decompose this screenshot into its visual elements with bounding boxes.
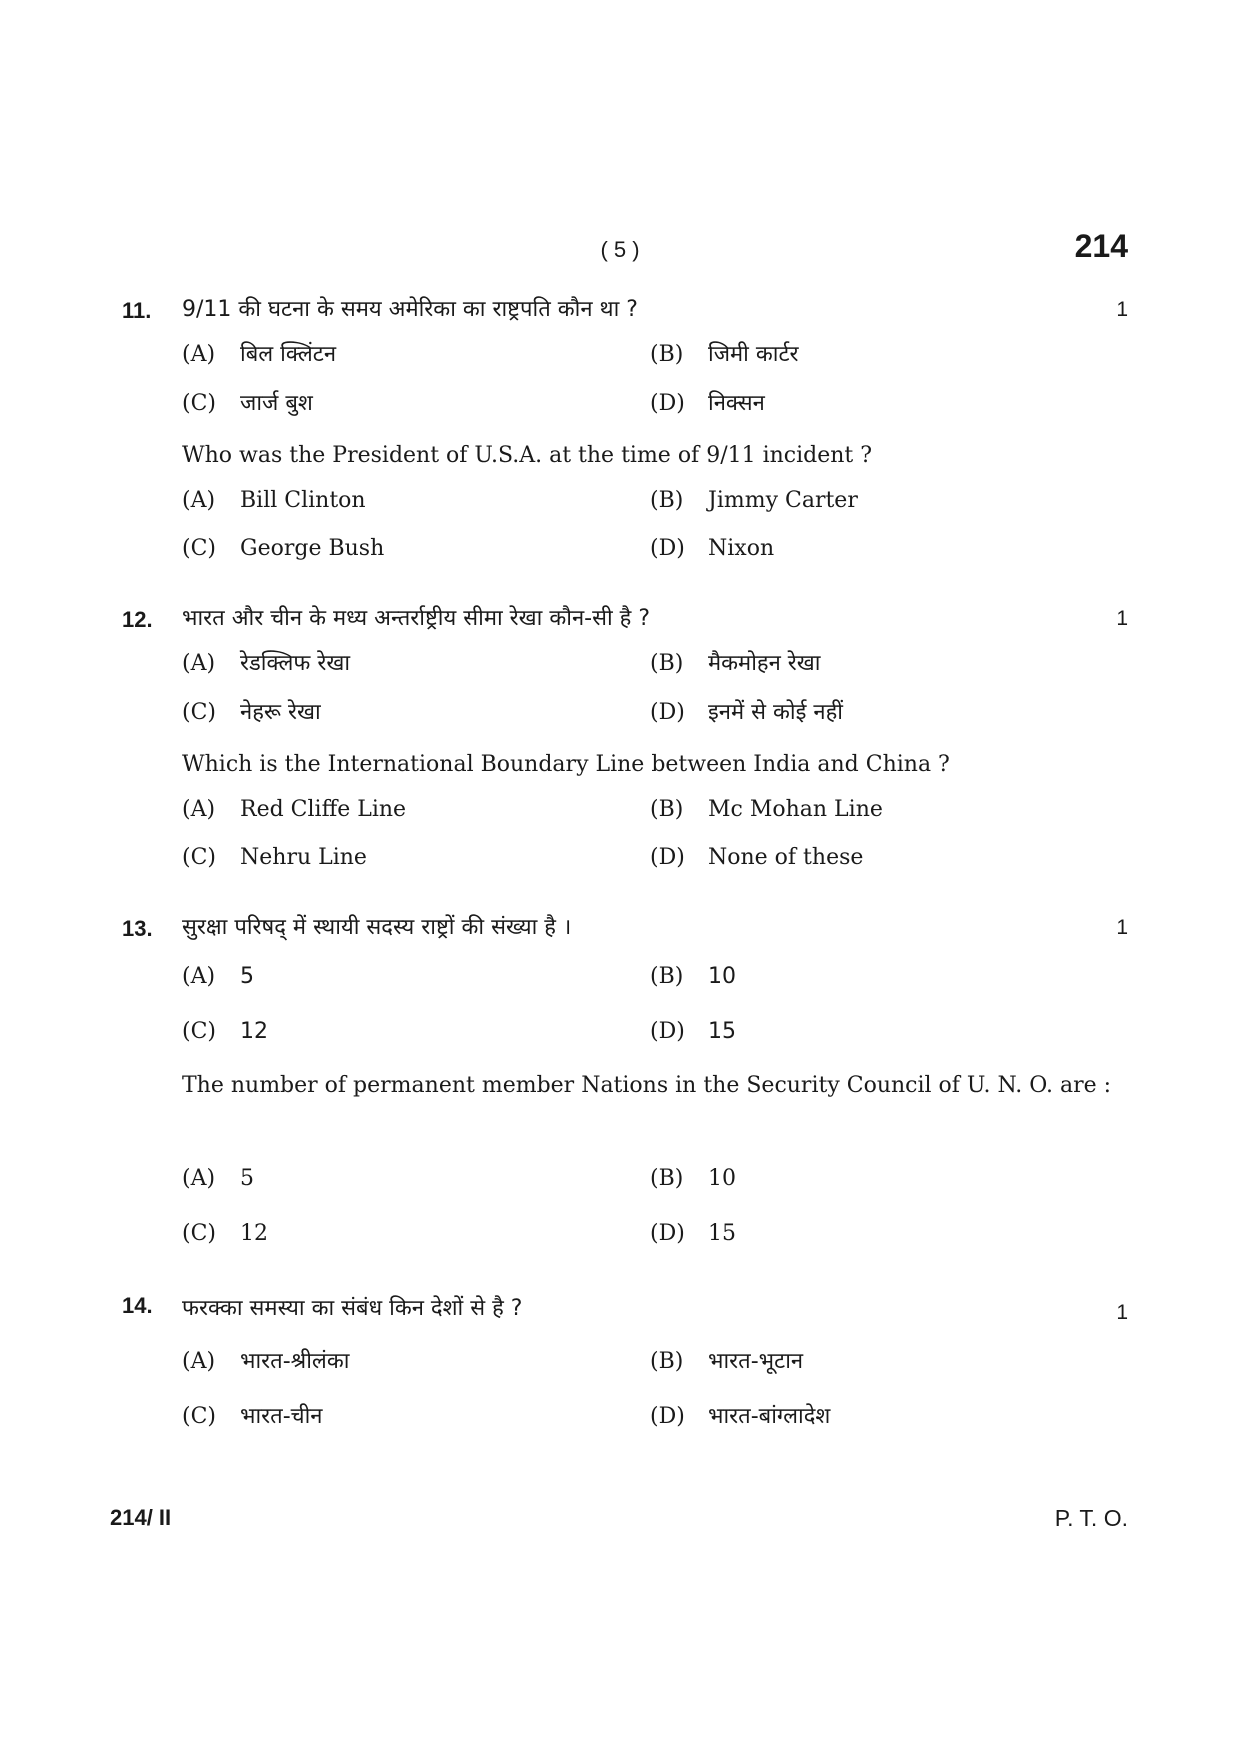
option-c-english: (C) 12 — [182, 1221, 268, 1246]
option-c-hindi: (C) भारत-चीन — [182, 1404, 323, 1429]
question-number: 12. — [122, 607, 153, 632]
option-b-hindi: (B) भारत-भूटान — [650, 1349, 804, 1374]
option-b-english: (B) Mc Mohan Line — [650, 797, 883, 822]
option-b-english: (B) 10 — [650, 1166, 736, 1191]
option-a-hindi: (A) 5 — [182, 964, 254, 989]
option-c-hindi: (C) नेहरू रेखा — [182, 700, 321, 725]
question-text-english: Who was the President of U.S.A. at the time of 9/11 incident ? — [182, 443, 873, 468]
option-a-english: (A) Red Cliffe Line — [182, 797, 407, 822]
option-c-english: (C) Nehru Line — [182, 845, 367, 870]
question-14 — [110, 1293, 1128, 1453]
question-text-hindi: फरक्का समस्या का संबंध किन देशों से है ? — [182, 1296, 523, 1321]
question-marks: 1 — [1116, 1301, 1128, 1324]
question-text-hindi: सुरक्षा परिषद् में स्थायी सदस्य राष्ट्रों की संख्या है । — [182, 915, 572, 940]
option-d-english: (D) None of these — [650, 845, 864, 870]
question-number: 14. — [122, 1293, 153, 1318]
option-d-hindi: (D) भारत-बांग्लादेश — [650, 1404, 831, 1429]
footer-paper-code: 214/ II — [110, 1505, 172, 1530]
question-marks: 1 — [1116, 298, 1128, 321]
option-b-hindi: (B) जिमी कार्टर — [650, 342, 799, 367]
option-a-hindi: (A) भारत-श्रीलंका — [182, 1349, 350, 1374]
option-c-hindi: (C) 12 — [182, 1019, 268, 1044]
option-d-english: (D) Nixon — [650, 536, 775, 561]
option-d-hindi: (D) इनमें से कोई नहीं — [650, 700, 844, 725]
question-marks: 1 — [1116, 916, 1128, 939]
option-a-english: (A) Bill Clinton — [182, 488, 366, 513]
question-text-hindi: 9/11 की घटना के समय अमेरिका का राष्ट्रपति कौन था ? — [182, 297, 638, 322]
option-c-hindi: (C) जार्ज बुश — [182, 391, 313, 416]
option-b-hindi: (B) मैकमोहन रेखा — [650, 651, 821, 676]
question-11 — [110, 298, 1128, 578]
option-c-english: (C) George Bush — [182, 536, 385, 561]
question-12 — [110, 607, 1128, 887]
footer-pto: P. T. O. — [1054, 1505, 1128, 1531]
paper-code: 214 — [1074, 228, 1128, 264]
question-text-hindi: भारत और चीन के मध्य अन्तर्राष्ट्रीय सीमा रेखा कौन-सी है ? — [182, 606, 651, 631]
option-a-english: (A) 5 — [182, 1166, 254, 1191]
question-text-english: Which is the International Boundary Line between India and China ? — [182, 752, 950, 777]
option-a-hindi: (A) रेडक्लिफ रेखा — [182, 651, 351, 676]
option-a-hindi: (A) बिल क्लिंटन — [182, 342, 337, 367]
question-number: 11. — [122, 298, 152, 323]
question-number: 13. — [122, 916, 153, 941]
question-13 — [110, 916, 1128, 1276]
option-b-hindi: (B) 10 — [650, 964, 736, 989]
option-b-english: (B) Jimmy Carter — [650, 488, 858, 513]
page-number: ( 5 ) — [600, 237, 640, 262]
question-marks: 1 — [1116, 607, 1128, 630]
option-d-hindi: (D) 15 — [650, 1019, 736, 1044]
option-d-hindi: (D) निक्सन — [650, 391, 765, 416]
question-text-english: The number of permanent member Nations in the Security Council of U. N. O. are : — [182, 1073, 1112, 1098]
option-d-english: (D) 15 — [650, 1221, 736, 1246]
